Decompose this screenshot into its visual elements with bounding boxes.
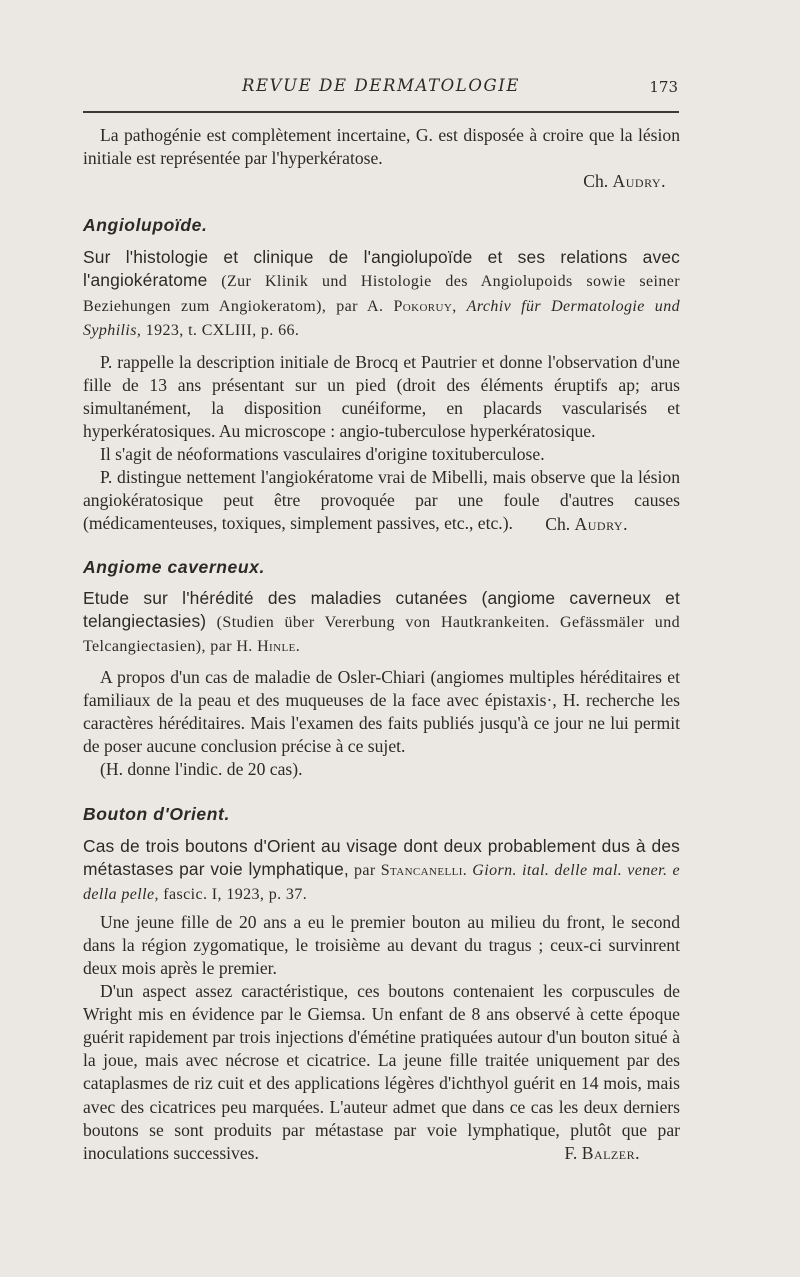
signature-initial: Ch. [545,513,571,534]
article-heading-angiome [83,587,680,658]
body-paragraph: D'un aspect assez caractéristique, ces boutons contenaient les corpuscules de Wright mis en évidence par le Giemsa. Un enfant de 8 ans observé à cette époque guérit rapidement par trois injections d'émétine pratiquées autour d'un bouton situé à la joue, mais avec nécrose et cicatrice. La jeune fille traitée uniquement par des cataplasmes de riz cuit et des applications légères d'ichthyol guérit en 14 mois, mais avec des cicatrices peu marquées. L'auteur admet que dans ce cas les deux derniers boutons se sont produits par métastase par voie lymphatique, plutôt que par inoculations successives. [83,981,680,1163]
body-paragraph: Il s'agit de néoformations vasculaires d'origine toxituberculose. [100,444,545,465]
article-author: Pokoruy, [393,297,457,315]
signature-name: Audry. [574,513,628,534]
body-paragraph: P. rappelle la description initiale de Brocq et Pautrier et donne l'observation d'une fille de 13 ans présentant sur un pied (droit des éléments éruptifs ap; arus simultanément, la disposition cunéiforme, en placards vascularisés et hyperkératosiques. Au microscope : angio-tuberculose hyperkératosique. [83,351,680,442]
page-body [83,124,680,1165]
article-heading-angiolupoide [83,246,680,341]
article-author: Stancanelli. [380,861,468,879]
intro-paragraph: La pathogénie est complètement incertaine, G. est disposée à croire que la lésion initiale est représentée par l'hyperkératose. [83,125,680,169]
intro-signature [83,170,680,193]
page-number: 173 [649,78,678,96]
article-reference: par [353,861,376,879]
article-journal: Giorn. ital. delle mal. vener. e della pelle, [83,861,680,903]
article-title: Sur l'histologie et clinique de l'angiolupoïde et ses relations avec l'angiokératome [83,247,680,291]
signature-name: Balzer. [581,1142,640,1163]
article-reference-tail: 1923, t. CXLIII, p. 66. [145,321,300,339]
body-paragraph: A propos d'un cas de maladie de Osler-Chiari (angiomes multiples héréditaires et familiaux de la peau et des muqueuses de la face avec épistaxis·, H. recherche les caractères héréditaires. Mais l'examen des faits publiés jusqu'à ce jour ne lui permit de poser aucune conclusion précise à ce sujet. [83,666,680,757]
page-header [82,76,680,104]
signature-initial: F. [564,1142,578,1163]
body-paragraph: Une jeune fille de 20 ans a eu le premier bouton au milieu du front, le second dans la région zygomatique, le troisième au devant du tragus ; ceux-ci survinrent deux mois après le premier. [83,911,680,978]
signature-initial: Ch. [583,171,609,192]
article-reference-tail: fascic. I, 1923, p. 37. [163,885,308,903]
article-journal: Archiv für Dermatologie und Syphilis, [83,297,681,339]
body-paragraph: (H. donne l'indic. de 20 cas). [100,759,303,780]
article-title: Cas de trois boutons d'Orient au visage dont deux probablement dus à des métastases par voie lymphatique, [83,835,680,879]
article-title: Etude sur l'hérédité des maladies cutanées (angiome caverneux et telangiectasies) [83,587,680,631]
section-title-bouton: Bouton d'Orient. [83,804,230,825]
article-author: Hinle. [257,637,301,655]
article-heading-bouton [83,835,680,906]
signature-name: Audry. [612,171,666,192]
running-title: REVUE DE DERMATOLOGIE [241,76,521,95]
section-title-angiolupoide: Angiolupoïde. [83,215,208,236]
article-reference: (Zur Klinik und Histologie des Angiolupoids sowie seiner Beziehungen zum Angiokeratom), par A. [83,273,680,315]
body-paragraph: P. distingue nettement l'angiokératome vrai de Mibelli, mais observe que la lésion angiokératosique peut être provoquée par une foule d'autres causes (médicamenteuses, toxiques, simplement passives, etc., etc.). [83,467,680,534]
header-rule [83,111,679,113]
section-title-angiome: Angiome caverneux. [83,556,265,577]
article-reference: (Studien über Vererbung von Hautkrankeiten. Gefässmäler und Telcangiectasien), par H. [83,613,681,655]
